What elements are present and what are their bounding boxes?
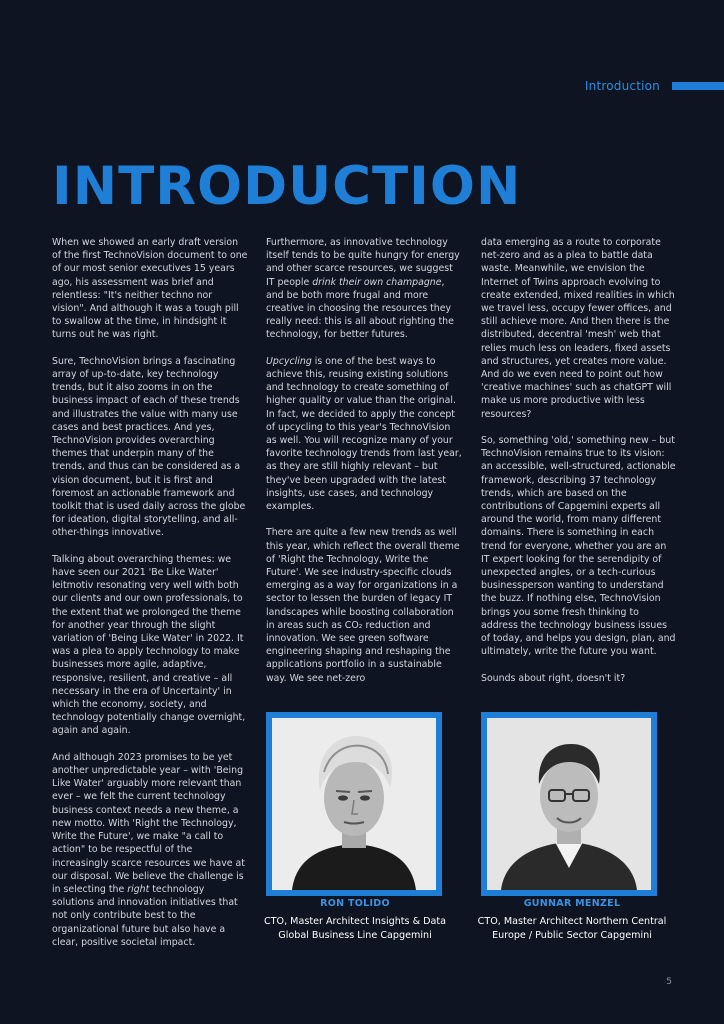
body-paragraph <box>52 236 248 342</box>
body-paragraph <box>481 236 677 421</box>
paragraph-text: technology solutions and innovation initiatives that not only contribute best to the organizational future but also have a clear, positive societal impact. <box>52 883 238 948</box>
paragraph-text: Sounds about right, doesn't it? <box>481 672 626 684</box>
body-paragraph <box>481 672 677 685</box>
emphasis-text: drink their own champagne <box>312 276 442 288</box>
author-role-gunnar-menzel: CTO, Master Architect Northern Central Europe / Public Sector Capgemini <box>477 916 667 941</box>
paragraph-text: is one of the best ways to achieve this, reusing existing solutions and technology to create something of higher quality or value than the original. In fact, we decided to apply the concept of upcycling to this year's TechnoVision as well. You will recognize many of your favorite technology trends from last year, as they are still highly relevant – but they've been upgraded with the latest insights, use cases, and technology examples. <box>266 355 462 513</box>
body-paragraph <box>266 355 462 513</box>
body-paragraph <box>266 526 462 684</box>
body-paragraph <box>481 434 677 658</box>
body-paragraph <box>52 751 248 949</box>
paragraph-text: When we showed an early draft version of the first TechnoVision document to one of our most senior executives 15 years ago, his assessment was brief and relentless: "It's neither techno nor vision". And although it was a tough pill to swallow at the time, in hindsight it turns out he was right. <box>52 237 248 341</box>
paragraph-text: Furthermore, as innovative technology itself tends to be quite hungry for energy and other scarce resources, we suggest IT people <box>266 237 460 288</box>
body-paragraph <box>266 236 462 342</box>
portrait-illustration <box>487 718 651 890</box>
paragraph-text: data emerging as a route to corporate net-zero and as a plea to battle data waste. Meanwhile, we envision the Internet of Twins approach evolving to create extended, mixed realities in which we travel less, occupy fewer offices, and still achieve more. And then there is the distributed, decentral 'mesh' web that relies much less on leaders, fixed assets and structures, yet creates more value. And do we even need to point out how 'creative machines' such as chatGPT will make us more productive with less resources? <box>481 237 675 420</box>
paragraph-text: So, something 'old,' something new – but TechnoVision remains true to its vision: an accessible, well-structured, actionable framework, describing 37 technology trends, which are based on the contributions of Capgemini experts all around the world, from many different domains. There is something in each trend for everyone, whether you are an IT expert looking for the serendipity of unexpected angles, or a tech-curious businessperson wanting to understand the buzz. If nothing else, TechnoVision brings you some fresh thinking to address the technology business issues of today, and helps you design, plan, and ultimately, write the future you want. <box>481 435 676 658</box>
author-role-ron-tolido: CTO, Master Architect Insights & Data Global Business Line Capgemini <box>263 916 447 941</box>
portrait-illustration <box>272 718 436 890</box>
paragraph-text: , and be both more frugal and more creative in choosing the resources they really need: this is all about righting the technology, for better futures. <box>266 276 454 341</box>
page-title: INTRODUCTION <box>52 156 522 217</box>
author-photo-gunnar-menzel <box>481 712 657 896</box>
paragraph-text: And although 2023 promises to be yet another unpredictable year – with 'Being Like Water' arguably more relevant than ever – we felt the current technology business context needs a new theme, a new motto. With 'Right the Technology, Write the Future', we make "a call to action" to be respectful of the increasingly scarce resources we have at our disposal. We believe the challenge is in selecting the <box>52 751 245 895</box>
section-marker-bar <box>672 82 724 90</box>
author-name-gunnar-menzel: GUNNAR MENZEL <box>523 898 621 909</box>
text-column-3 <box>481 236 677 698</box>
author-photo-ron-tolido <box>266 712 442 896</box>
author-name-ron-tolido: RON TOLIDO <box>320 898 390 909</box>
body-paragraph <box>52 553 248 738</box>
emphasis-text: right <box>127 883 150 895</box>
text-column-1 <box>52 236 248 962</box>
section-label: Introduction <box>584 79 660 93</box>
body-paragraph <box>52 355 248 540</box>
paragraph-text: Talking about overarching themes: we have seen our 2021 'Be Like Water' leitmotiv resonating very well with both our clients and our own professionals, to the extent that we prolonged the theme for another year through the slight variation of 'Being Like Water' in 2022. It was a plea to apply technology to make businesses more agile, adaptive, responsive, resilient, and creative – all necessary in the era of Uncertainty' in which the economy, society, and technology potentially change overnight, again and again. <box>52 553 246 737</box>
paragraph-text: There are quite a few new trends as well this year, which reflect the overall theme of 'Right the Technology, Write the Future'. We see industry-specific clouds emerging as a way for organizations in a sector to lessen the burden of legacy IT landscapes while boosting collaboration in areas such as CO₂ reduction and innovation. We see green software engineering shaping and reshaping the applications portfolio in a sustainable way. We see net-zero <box>266 527 460 684</box>
paragraph-text: Sure, TechnoVision brings a fascinating array of up-to-date, key technology trends, but it also zooms in on the business impact of each of these trends and illustrates the value with many use cases and best practices. And yes, TechnoVision provides overarching themes that underpin many of the trends, and thus can be considered as a vision document, but it is first and foremost an actionable framework and toolkit that is used daily across the globe for ideation, digital storytelling, and all-other-things innovative. <box>52 355 246 539</box>
emphasis-text: Upcycling <box>266 355 312 367</box>
page-number: 5 <box>666 977 672 987</box>
text-column-2 <box>266 236 462 698</box>
